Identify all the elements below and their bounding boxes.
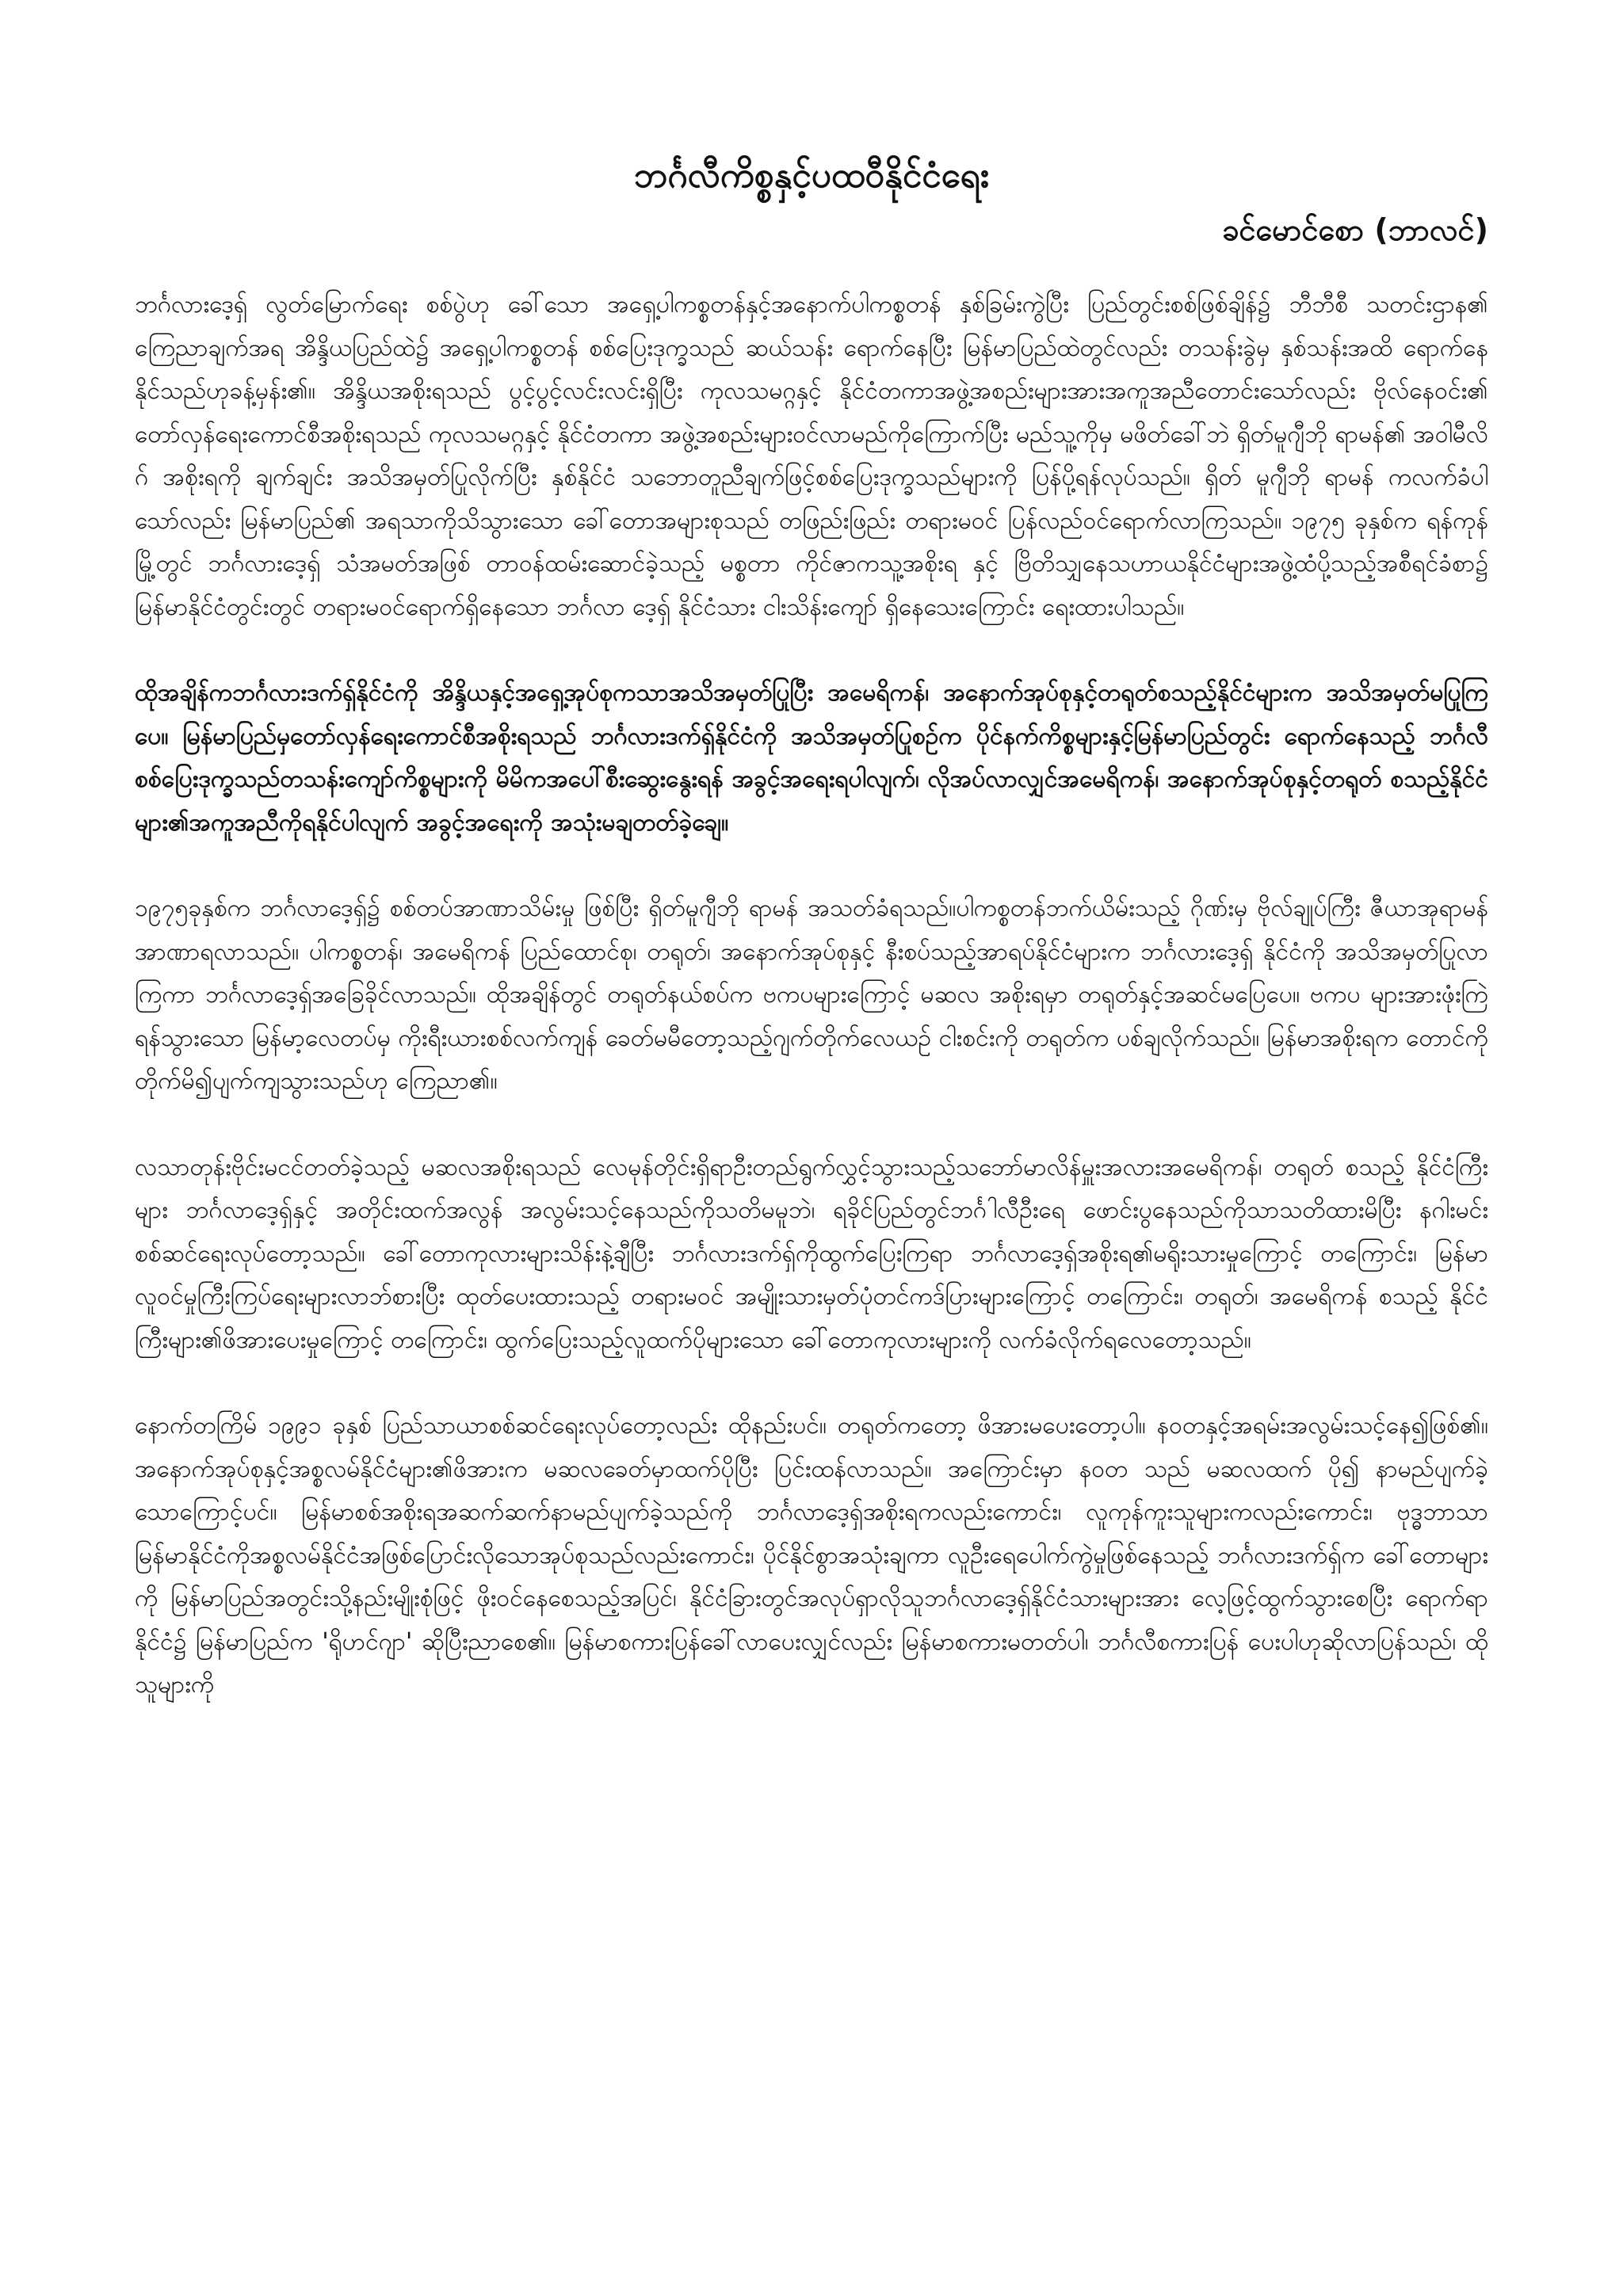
document-title: ဘင်္ဂလီကိစ္စနှင့်ပထဝီနိုင်ငံရေး <box>634 155 989 196</box>
paragraph: လသာတုန်းဗိုင်းမငင်တတ်ခဲ့သည့် မဆလအစိုးရသည် လေမုန်တိုင်းရှိရာဦးတည်ရွက်လွှင့်သွားသည့်သဘော်မာလိန်မှူးအလားအမေရိကန်၊ တရုတ် စသည့် နိုင်ငံကြီးများ ဘင်္ဂလာဒေ့ရှ်နှင့် အတိုင်းထက်အလွန် အလွမ်းသင့်နေသည်ကိုသတိမမူဘဲ၊ ရခိုင်ပြည်တွင်ဘင်္ဂါလီဦးရေ ဖောင်းပွနေသည်ကိုသာသတိထားမိပြီး နဂါးမင်းစစ်ဆင်ရေးလုပ်တော့သည်။ ခေါ်တောကုလားများသိန်းနဲ့ချီပြီး ဘင်္ဂလားဒက်ရှ်ကိုထွက်ပြေးကြရာ ဘင်္ဂလာဒေ့ရှ်အစိုးရ၏မရိုးသားမှုကြောင့် တကြောင်း၊ မြန်မာလူဝင်မှုကြီးကြပ်ရေးများလာဘ်စားပြီး ထုတ်ပေးထားသည့် တရားမဝင် အမျိုးသားမှတ်ပုံတင်ကဒ်ပြားများကြောင့် တကြောင်း၊ တရုတ်၊ အမေရိကန် စသည့် နိုင်ငံကြီးများ၏ဖိအားပေးမှုကြောင့် တကြောင်း၊ ထွက်ပြေးသည့်လူထက်ပိုများသော ခေါ်တောကုလားများကို လက်ခံလိုက်ရလေတော့သည်။ <box>135 1153 1488 1354</box>
paragraph-bold: ထိုအချိန်ကဘင်္ဂလားဒက်ရှ်နိုင်ငံကို အိန္ဒိယနှင့်အရှေ့အုပ်စုကသာအသိအမှတ်ပြုပြီး အမေရိကန်၊ အနောက်အုပ်စုနှင့်တရုတ်စသည့်နိုင်ငံများက အသိအမှတ်မပြုကြပေ။ မြန်မာပြည်မှတော်လှန်ရေးကောင်စီအစိုးရသည် ဘင်္ဂလားဒက်ရှ်နိုင်ငံကို အသိအမှတ်ပြုစဉ်က ပိုင်နက်ကိစ္စများနှင့်မြန်မာပြည်တွင်း ရောက်နေသည့် ဘင်္ဂလီစစ်ပြေးဒုက္ခသည်တသန်းကျော်ကိစ္စများကို မိမိကအပေါ်စီးဆွေးနွေးရန် အခွင့်အရေးရပါလျက်၊ လိုအပ်လာလျှင်အမေရိကန်၊ အနောက်အုပ်စုနှင့်တရုတ် စသည့်နိုင်ငံများ၏အကူအညီကိုရနိုင်ပါလျက် အခွင့်အရေးကို အသုံးမချတတ်ခဲ့ချေ။ <box>135 679 1488 837</box>
document-author: ခင်မောင်စော (ဘာလင်) <box>1221 212 1488 247</box>
paragraph: နောက်တကြိမ် ၁၉၉၁ ခုနှစ် ပြည်သာယာစစ်ဆင်ရေးလုပ်တော့လည်း ထိုနည်းပင်။ တရုတ်ကတော့ ဖိအားမပေးတော့ပါ။ နဝတနှင့်အရမ်းအလွမ်းသင့်နေ၍ဖြစ်၏။ အနောက်အုပ်စုနှင့်အစ္စလမ်နိုင်ငံများ၏ဖိအားက မဆလခေတ်မှာထက်ပိုပြီး ပြင်းထန်လာသည်။ အကြောင်းမှာ နဝတ သည် မဆလထက် ပို၍ နာမည်ပျက်ခဲ့သောကြောင့်ပင်။ မြန်မာစစ်အစိုးရအဆက်ဆက်နာမည်ပျက်ခဲ့သည်ကို ဘင်္ဂလာဒေ့ရှ်အစိုးရကလည်းကောင်း၊ လူကုန်ကူးသူများကလည်းကောင်း၊ ဗုဒ္ဓဘာသာမြန်မာနိုင်ငံကိုအစ္စလမ်နိုင်ငံအဖြစ်ပြောင်းလိုသောအုပ်စုသည်လည်းကောင်း၊ ပိုင်နိုင်စွာအသုံးချကာ လူဦးရေပေါက်ကွဲမှုဖြစ်နေသည့် ဘင်္ဂလားဒက်ရှ်က ခေါ်တောများကို မြန်မာပြည်အတွင်းသို့နည်းမျိုးစုံဖြင့် ဖိုးဝင်နေစေသည့်အပြင်၊ နိုင်ငံခြားတွင်အလုပ်ရှာလိုသူဘင်္ဂလာဒေ့ရှ်နိုင်ငံသားများအား လေ့ဖြင့်ထွက်သွားစေပြီး ရောက်ရာနိုင်ငံ၌ မြန်မာပြည်က 'ရိုဟင်ဂျာ' ဆိုပြီးညာစေ၏။ မြန်မာစကားပြန်ခေါ်လာပေးလျှင်လည်း မြန်မာစကားမတတ်ပါ၊ ဘင်္ဂလီစကားပြန် ပေးပါဟုဆိုလာပြန်သည်၊ ထိုသူများကို <box>135 1412 1488 1699</box>
paragraph: ဘင်္ဂလားဒေ့ရှ် လွတ်မြောက်ရေး စစ်ပွဲဟု ခေါ်သော အရှေ့ပါကစ္စတန်နှင့်အနောက်ပါကစ္စတန် နှစ်ခြမ်းကွဲပြီး ပြည်တွင်းစစ်ဖြစ်ချိန်၌ ဘီဘီစီ သတင်းဌာန၏ ကြေညာချက်အရ အိန္ဒိယပြည်ထဲ၌ အရှေ့ပါကစ္စတန် စစ်ပြေးဒုက္ခသည် ဆယ်သန်း ရောက်နေပြီး မြန်မာပြည်ထဲတွင်လည်း တသန်းခွဲမှ နှစ်သန်းအထိ ရောက်နေနိုင်သည်ဟုခန့်မှန်း၏။ အိန္ဒိယအစိုးရသည် ပွင့်ပွင့်လင်းလင်းရှိပြီး ကုလသမဂ္ဂနှင့် နိုင်ငံတကာအဖွဲ့အစည်းများအားအကူအညီတောင်းသော်လည်း ဗိုလ်နေဝင်း၏ တော်လှန်ရေးကောင်စီအစိုးရသည် ကုလသမဂ္ဂနှင့် နိုင်ငံတကာ အဖွဲ့အစည်းများဝင်လာမည်ကိုကြောက်ပြီး မည်သူ့ကိုမှ မဖိတ်ခေါ်ဘဲ ရှိတ်မူဂျီဘို ရာမန်၏ အဝါမီလိဂ် အစိုးရကို ချက်ချင်း အသိအမှတ်ပြုလိုက်ပြီး နှစ်နိုင်ငံ သဘောတူညီချက်ဖြင့်စစ်ပြေးဒုက္ခသည်များကို ပြန်ပို့ရန်လုပ်သည်။ ရှိတ် မူဂျီဘို ရာမန် ကလက်ခံပါသော်လည်း မြန်မာပြည်၏ အရသာကိုသိသွားသော ခေါ်တောအများစုသည် တဖြည်းဖြည်း တရားမဝင် ပြန်လည်ဝင်ရောက်လာကြသည်။ ၁၉၇၅ ခုနှစ်က ရန်ကုန်မြို့တွင် ဘင်္ဂလားဒေ့ရှ် သံအမတ်အဖြစ် တာဝန်ထမ်းဆောင်ခဲ့သည့် မစ္စတာ ကိုင်ဇာကသူ့အစိုးရ နှင့် ဗြိတိသျှနေသဟာယနိုင်ငံများအဖွဲ့ထံပို့သည့်အစီရင်ခံစာ၌ မြန်မာနိုင်ငံတွင်းတွင် တရားမဝင်ရောက်ရှိနေသော ဘင်္ဂလာ ဒေ့ရှ် နိုင်ငံသား ငါးသိန်းကျော် ရှိနေသေးကြောင်း ရေးထားပါသည်။ <box>135 291 1488 621</box>
paragraph: ၁၉၇၅ခုနှစ်က ဘင်္ဂလာဒေ့ရှ်၌ စစ်တပ်အာဏာသိမ်းမှု ဖြစ်ပြီး ရှိတ်မူဂျီဘို ရာမန် အသတ်ခံရသည်။ပါကစ္စတန်ဘက်ယိမ်းသည့် ဂိုဏ်းမှ ဗိုလ်ချုပ်ကြီး ဇီယာအုရာမန် အာဏာရလာသည်။ ပါကစ္စတန်၊ အမေရိကန် ပြည်ထောင်စု၊ တရုတ်၊ အနောက်အုပ်စုနှင့် နီးစပ်သည့်အာရပ်နိုင်ငံများက ဘင်္ဂလားဒေ့ရှ် နိုင်ငံကို အသိအမှတ်ပြုလာကြကာ ဘင်္ဂလာဒေ့ရှ်အခြေခိုင်လာသည်။ ထိုအချိန်တွင် တရုတ်နယ်စပ်က ဗကပများကြောင့် မဆလ အစိုးရမှာ တရုတ်နှင့်အဆင်မပြေပေ။ ဗကပ များအားဖုံးကြဲရန်သွားသော မြန်မာ့လေတပ်မှ ကိုးရီးယားစစ်လက်ကျန် ခေတ်မမီတော့သည့်ဂျက်တိုက်လေယဉ် ငါးစင်းကို တရုတ်က ပစ်ချလိုက်သည်။ မြန်မာအစိုးရက တောင်ကိုတိုက်မိ၍ပျက်ကျသွားသည်ဟု ကြေညာ၏။ <box>135 894 1488 1095</box>
